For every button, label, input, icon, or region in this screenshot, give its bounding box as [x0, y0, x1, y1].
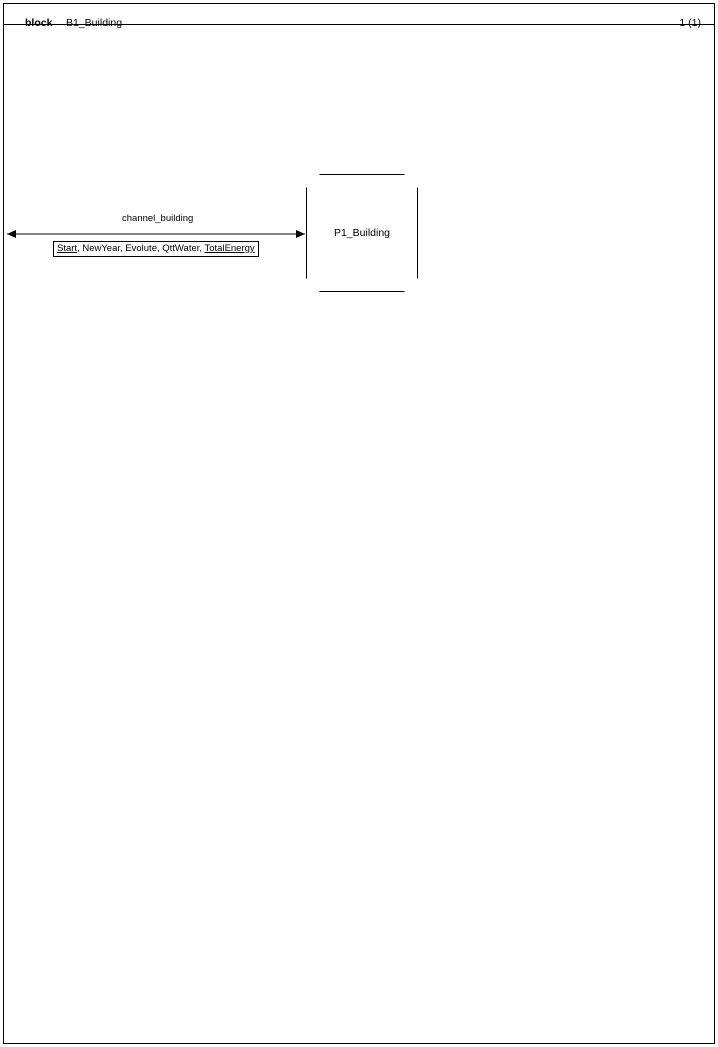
signal-totalenergy: TotalEnergy — [204, 243, 255, 254]
signal-start: Start — [57, 243, 78, 254]
signal-list-rest: , NewYear, Evolute, QttWater, — [77, 243, 205, 254]
block-label: P1_Building — [333, 227, 391, 239]
page-title: B1_Building — [66, 17, 123, 29]
channel-signal-list — [53, 241, 259, 257]
page-indicator: 1 (1) — [679, 17, 701, 29]
header-keyword: block — [25, 17, 53, 29]
channel-name-label: channel_building — [122, 213, 194, 224]
page-border — [3, 3, 715, 1044]
